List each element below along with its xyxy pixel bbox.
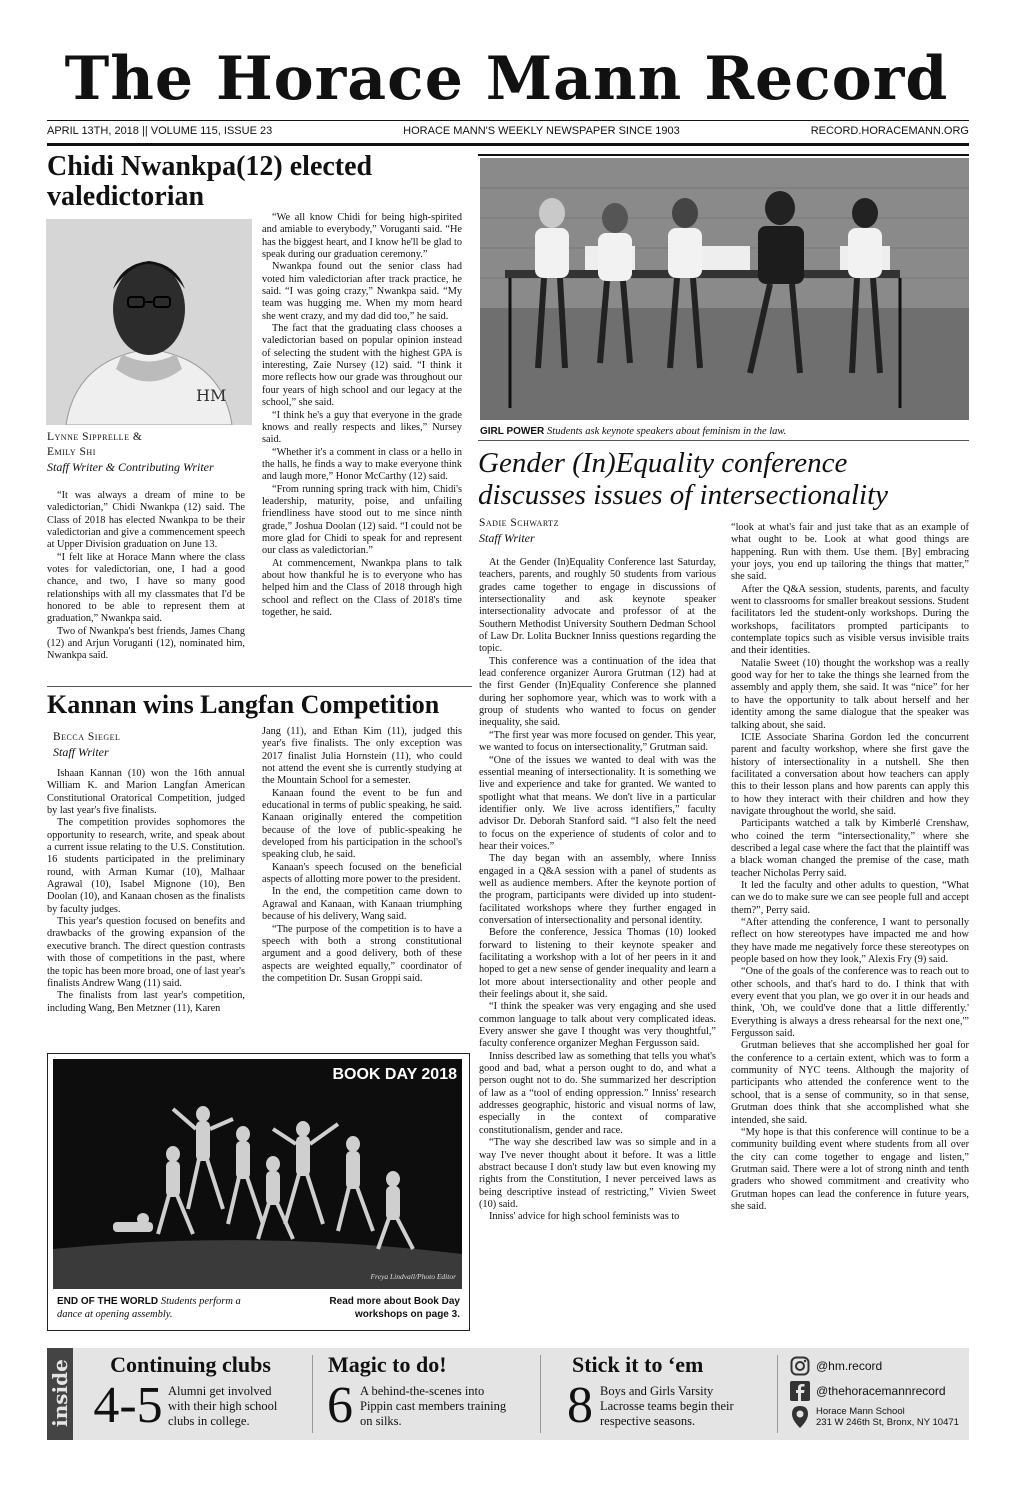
inside-item-page: 8	[567, 1377, 593, 1434]
paragraph: Participants watched a talk by Kimberlé Crenshaw, who coined the term “intersectionality,” where she described a legal case where the fact that the plaintiff was a black woman changed the premise of the case, math teacher Nicholas Perry said.	[731, 818, 969, 879]
inside-item-magic[interactable]	[320, 1352, 520, 1432]
paragraph: “The first year was more focused on gender. This year, we wanted to focus on intersectionality,” Grutman said.	[479, 729, 716, 754]
inside-item-page: 6	[327, 1377, 353, 1434]
caption-rule	[478, 440, 969, 441]
inside-divider	[312, 1355, 313, 1433]
gender-role: Staff Writer	[479, 531, 535, 545]
tagline: HORACE MANN'S WEEKLY NEWSPAPER SINCE 1903	[403, 125, 680, 137]
valedictorian-headline-line2: valedictorian	[47, 181, 205, 212]
paragraph: “One of the issues we wanted to deal with was the essential meaning of intersectionality. It is something we live and experience and take for granted. We wanted to spotlight what that means. We don't live in a particular identifier only. We live across identifiers,” faculty advisor Dr. Deborah Stanford said. “I also felt the need to focus on the experience of students of color and to hear their voices.”	[479, 754, 716, 852]
caption-label: END OF THE WORLD	[57, 1296, 159, 1307]
inside-label-text: inside	[48, 1359, 72, 1427]
bookday-photo	[53, 1059, 462, 1289]
paragraph: The fact that the graduating class chooses a valedictorian based on popular opinion instead of selecting the student with the highest GPA is interesting, Zaie Nursey (12) said. “I think it more reflects how our grade was throughout our four years of high school and our legacy at the school,” she said.	[262, 323, 462, 409]
paragraph: It led the faculty and other adults to question, “What can we do to make sure we can see people full and accept them?”, Perry said.	[731, 879, 969, 916]
paragraph: “I think he's a guy that everyone in the grade knows and really respects and likes,” Nursey said.	[262, 409, 462, 446]
svg-text:HM: HM	[196, 386, 227, 405]
caption-text: Students ask keynote speakers about feminism in the law.	[547, 426, 787, 437]
inside-item-text: A behind-the-scenes into Pippin cast members training on silks.	[360, 1383, 507, 1428]
date-volume: APRIL 13TH, 2018 || VOLUME 115, ISSUE 23	[47, 125, 273, 137]
dateline	[47, 125, 969, 137]
inside-item-text: Boys and Girls Varsity Lacrosse teams begin their respective seasons.	[600, 1383, 734, 1428]
paragraph: Inniss described law as something that tells you what's good and bad, what a person ought to do, and what a person ought not to do. She summarized her description of law as a “tool of ending oppression.” Inniss' research addresses geographic, historic and visual norms of law, especially in the context of comparative constitutionalism, gender and race.	[479, 1050, 716, 1136]
instagram-icon	[790, 1356, 810, 1376]
photo-credit: Freya Lindvall/Photo Editor	[370, 1272, 456, 1281]
masthead-rule-top	[47, 120, 969, 121]
paragraph: Kanaan found the event to be fun and educational in terms of public speaking, he said. Kanaan originally entered the competition because of the love of public-speaking he developed from his participation in the school's speaking club, he said.	[262, 787, 462, 861]
inside-divider	[540, 1355, 541, 1433]
gender-col2	[731, 522, 969, 1213]
location-pin-icon	[790, 1405, 810, 1429]
dance-illustration	[53, 1059, 462, 1289]
valedictorian-photo	[46, 219, 252, 425]
valedictorian-headline-line1: Chidi Nwankpa(12) elected	[47, 151, 373, 182]
caption-label: GIRL POWER	[480, 426, 545, 437]
inside-item-lacrosse[interactable]	[560, 1352, 760, 1432]
instagram-handle: @hm.record	[816, 1359, 883, 1373]
paragraph: “We all know Chidi for being high-spirited and amiable to everybody,” Voruganti said. “He has the biggest heart, and I know he'll be glad to speak during our graduation ceremony.”	[262, 212, 462, 261]
paragraph: “Whether it's a comment in class or a hello in the halls, he finds a way to make everyone think and laugh more,” Honor McCarthy (12) said.	[262, 446, 462, 483]
paragraph: “One of the goals of the conference was to reach out to other schools, and that's hard to do. I think that with every event that you plan, we go over it in our heads and think, 'Oh, we could've done that a little differently.' Everything is always a dress rehearsal for the next one,'” Fergusson said.	[731, 966, 969, 1040]
gender-col1	[479, 557, 716, 1224]
inside-item-title: Continuing clubs	[110, 1352, 271, 1377]
paragraph: After the Q&A session, students, parents, and faculty went to classrooms for smaller breakout sessions. Student facilitators led the student-only workshops. During the workshops, facilitators prompted participants to contemplate topics such as visible versus invisible traits and their identities.	[731, 583, 969, 657]
langfan-col2	[262, 726, 462, 985]
langfan-byline-block	[53, 730, 243, 760]
instagram-link[interactable]	[790, 1356, 882, 1376]
langfan-byline: Becca Siegel	[53, 731, 121, 743]
paragraph: This conference was a continuation of the idea that lead conference organizer Aurora Grutman (12) had at the first Gender (In)Equality Conference she planned during her sophomore year, which was to work with a group of students who wanted to focus on gender inequality, she said.	[479, 655, 716, 729]
inside-item-text: Alumni get involved with their high school clubs in college.	[168, 1383, 278, 1428]
facebook-handle: @thehoracemannrecord	[816, 1384, 946, 1398]
paragraph: “My hope is that this conference will continue to be a community building event where students from all over the city can come together to engage and listen,” Grutman said. There were a lot of strong ninth and tenth graders who showed commitment and creativity who Grutman hopes can lead the conference in future years, she said.	[731, 1126, 969, 1212]
paragraph: “look at what's fair and just take that as an example of what ought to be. Look at what good things are happening. Run with them. Use them. [By] embracing your joys, you end up tailoring the things that matter,” she said.	[731, 522, 969, 583]
inside-item-title: Stick it to ‘em	[572, 1352, 704, 1377]
paragraph: Ishaan Kannan (10) won the 16th annual William K. and Marion Langfan American Constitutional Oratorical Competition, judged by last year's five finalists.	[47, 768, 245, 817]
inside-item-title: Magic to do!	[328, 1352, 447, 1377]
paragraph: Grutman believes that she accomplished her goal for the conference to a certain extent, which was to form a community of NYC teens. Although the majority of participants who attended the conference went to the school, that is a sense of community, so in that sense, Grutman does think that she accomplished what she intended, she said.	[731, 1040, 969, 1126]
paragraph: Nwankpa found out the senior class had voted him valedictorian after track practice, he said. “I was going crazy,” Nwankpa said. “My team was hugging me. When my mom heard she went crazy, and my dad did too,” he said.	[262, 261, 462, 322]
paragraph: “The way she described law was so simple and in a way I've never thought about it before. It was a little abstract because I don't study law but even knowing my rights from the Constitution, I never perceived laws as being descriptive instead of restricting,” Vivien Sweet (10) said.	[479, 1137, 716, 1210]
valedictorian-byline-1: Lynne Sipprelle &	[47, 431, 143, 443]
girlpower-caption	[480, 425, 969, 438]
paragraph: “From running spring track with him, Chidi's leadership, maturity, poise, and unfailing friendliness have stood out to me since ninth grade,” Joshua Doolan (12) said. “I could not be more glad for Chidi to speak for and represent our class as valedictorian.”	[262, 483, 462, 557]
paragraph: In the end, the competition came down to Agrawal and Kanaan, with Kanaan triumphing because of his delivery, Wang said.	[262, 886, 462, 923]
bookday-caption	[57, 1295, 267, 1321]
valedictorian-byline-2: Emily Shi	[47, 446, 96, 458]
facebook-icon	[790, 1381, 810, 1401]
facebook-link[interactable]	[790, 1381, 946, 1401]
paragraph: At commencement, Nwankpa plans to talk about how thankful he is to everyone who has helped him and the Class of 2018 through high school and reflect on the Class of 2018's time together, he said.	[262, 557, 462, 618]
gender-byline-block	[479, 516, 699, 546]
valedictorian-col2	[262, 212, 462, 619]
address-line-1: Horace Mann School	[816, 1406, 905, 1417]
paragraph: “The purpose of the competition is to have a speech with both a strong constitutional argument and a good delivery, both of these aspects are weighted equally,” coordinator of the competition Dr. Susan Groppi said.	[262, 923, 462, 984]
paragraph: The competition provides sophomores the opportunity to research, write, and speak about a current issue relating to the U.S. Constitution. 16 students participated in the preliminary round, with Arman Kumar (10), Malhaar Agrawal (10), Isabel Mignone (10), Ben Doolan (10), and Kanaan chosen as the finalists by faculty judges.	[47, 817, 245, 915]
bookday-label: BOOK DAY 2018	[332, 1066, 457, 1083]
paragraph: “After attending the conference, I want to personally reflect on how stereotypes have impacted me and how they have made me negatively force these stereotypes on people based on how they look,” Alexis Fry (9) said.	[731, 917, 969, 966]
address-block	[790, 1405, 959, 1429]
valedictorian-col1	[47, 490, 245, 663]
address-line-2: 231 W 246th St, Bronx, NY 10471	[816, 1417, 959, 1428]
inside-label	[47, 1348, 73, 1440]
paragraph: Kanaan's speech focused on the beneficial aspects of allotting more power to the president.	[262, 861, 462, 886]
paragraph: The finalists from last year's competition, including Wang, Ben Metzner (11), Karen	[47, 990, 245, 1014]
gender-headline	[478, 447, 969, 511]
paragraph: Inniss' advice for high school feminists was to	[489, 1211, 680, 1223]
photo-rule	[478, 154, 969, 156]
gender-headline-line1: Gender (In)Equality conference	[478, 447, 848, 479]
paragraph: At the Gender (In)Equality Conference last Saturday, teachers, parents, and roughly 50 students from various grades came together to engage in discussions of intersectionality and ask keynote speaker intersectionality advocate and professor of at the Southern Methodist University Southern Dedman School of Law Dr. Lolita Buckner Inniss questions regarding the topic.	[479, 557, 716, 655]
paragraph: “It was always a dream of mine to be valedictorian,” Chidi Nwankpa (12) said. The Class of 2018 has elected Nwankpa to be their valedictorian and give a commencement speech at Upper Division graduation on June 13.	[47, 490, 245, 551]
paragraph: Before the conference, Jessica Thomas (10) looked forward to listening to their keynote speaker and facilitating a workshop with a lot of her peers in it and hoped to get a new sense of gender inequality and learn a lot more about intersectionality and other people and their feelings about it, she said.	[479, 927, 716, 1001]
portrait-illustration	[46, 219, 252, 425]
girlpower-photo	[480, 158, 969, 420]
paragraph: The day began with an assembly, where Inniss engaged in a Q&A session with a panel of students as well as audience members. After the keynote portion of the program, participants were divided up into student-facilitated workshops where they further engaged in conversation of intersectionality and personal identity.	[479, 853, 716, 926]
inside-item-page: 4-5	[93, 1377, 163, 1434]
masthead-title: The Horace Mann Record	[64, 44, 949, 114]
gender-headline-line2: discusses issues of intersectionality	[478, 479, 888, 511]
website-link[interactable]: RECORD.HORACEMANN.ORG	[810, 125, 969, 137]
langfan-col1	[47, 768, 245, 1015]
caption-text: Students perform a dance at opening assembly.	[57, 1296, 241, 1320]
paragraph: ICIE Associate Sharina Gordon led the concurrent parent and faculty workshop, where she first gave the history of intersectionality in a nutshell. She then facilitated a conversation about how teachers can apply this to their lesson plans and how parents can apply this to how they interact with their children and how they navigate throughout the world, she said.	[731, 731, 969, 817]
panel-illustration	[480, 158, 969, 420]
inside-item-clubs[interactable]	[88, 1352, 293, 1432]
inside-divider	[777, 1355, 778, 1433]
gender-byline: Sadie Schwartz	[479, 517, 559, 529]
paragraph: This year's question focused on benefits and drawbacks of the growing expansion of the executive branch. The direct question contrasts with those of competitions in the past, where the topic has been more broad, one of last year's finalists Andrew Wang (11) said.	[47, 916, 245, 989]
masthead-rule-bottom	[47, 143, 969, 146]
paragraph: Jang (11), and Ethan Kim (11), judged this year's five finalists. The only exception was 2017 finalist Julia Hornstein (11), who could not attend the event she is currently studying at the Mountain School for a semester.	[262, 726, 462, 787]
paragraph: “I felt like at Horace Mann where the class votes for valedictorian, one, I had a good chance, and two, I have so many good relationships with all my classmates that I'd be honored to be able to represent them at graduation,” Nwankpa said.	[47, 551, 245, 625]
paragraph: Two of Nwankpa's best friends, James Chang (12) and Arjun Voruganti (12), nominated him, Nwankpa said.	[47, 625, 245, 662]
valedictorian-byline-block	[47, 430, 257, 475]
valedictorian-headline	[47, 152, 472, 212]
section-divider	[47, 686, 472, 687]
paragraph: Natalie Sweet (10) thought the workshop was a really good way for her to take the things she learned from the assembly and apply them, she said. It was “nice” for her to have the opportunity to talk about herself and her identity among the same dialogue that the speaker was talking about, she said.	[731, 657, 969, 731]
valedictorian-role: Staff Writer & Contributing Writer	[47, 460, 214, 474]
langfan-role: Staff Writer	[53, 745, 109, 759]
paragraph: “I think the speaker was very engaging and she used common language to talk about very complicated ideas. Every answer she gave I thought was very thoughtful,” faculty conference organizer Meghan Fergusson said.	[479, 1001, 716, 1050]
langfan-headline: Kannan wins Langfan Competition	[47, 690, 440, 719]
bookday-readmore: Read more about Book Day workshops on page 3.	[329, 1296, 460, 1320]
